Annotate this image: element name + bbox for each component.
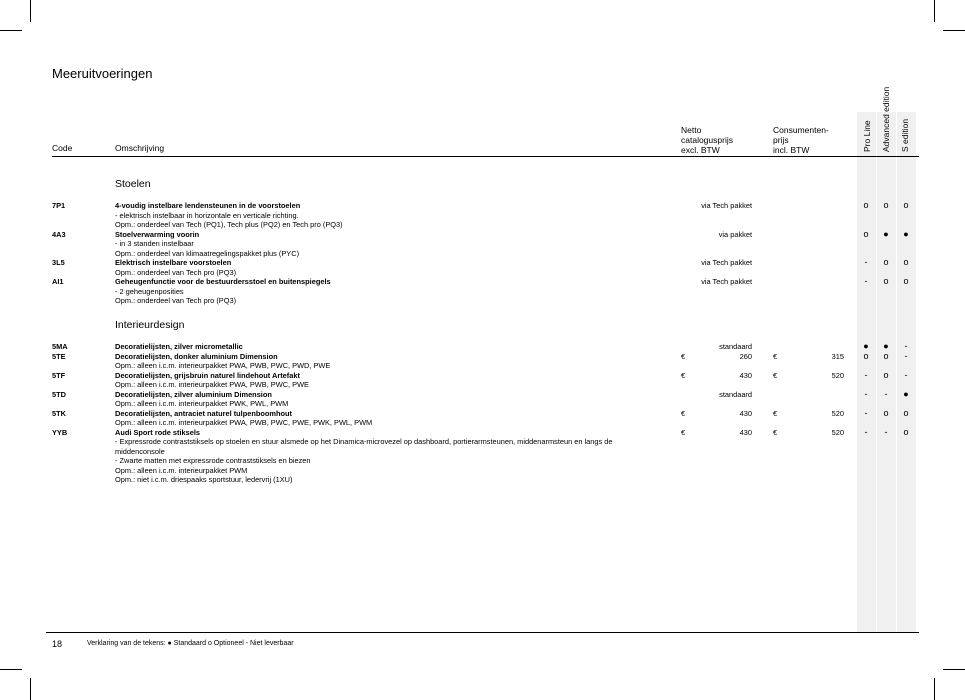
price-note: via Tech pakket <box>701 258 752 267</box>
option-code: 3L5 <box>52 258 65 267</box>
availability-mark: - <box>864 369 868 380</box>
option-code: YYB <box>52 427 68 437</box>
option-detail: Opm.: onderdeel van Tech pro (PQ3) <box>115 296 237 305</box>
availability-mark: o <box>903 407 909 418</box>
option-code: 5TD <box>52 389 66 399</box>
option-name: Decoratielijsten, zilver micrometallic <box>115 342 243 351</box>
crop-mark <box>943 669 965 670</box>
price-note: via Tech pakket <box>701 201 752 210</box>
price-consument: 520 <box>831 408 844 418</box>
option-detail: Opm.: alleen i.c.m. interieurpakket PWM <box>115 465 248 475</box>
euro-sign: € <box>681 370 686 380</box>
option-detail: Opm.: alleen i.c.m. interieurpakket PWA, PWB, PWC, PWE <box>115 380 309 389</box>
availability-mark: - <box>904 369 908 380</box>
availability-mark: - <box>904 350 908 361</box>
availability-mark: o <box>883 369 889 380</box>
price-note: via Tech pakket <box>701 277 752 286</box>
option-detail: Opm.: alleen i.c.m. interieurpakket PWK, PWL, PWM <box>115 399 289 408</box>
header-netto-line: excl. BTW <box>681 145 720 155</box>
availability-mark: - <box>904 341 908 351</box>
price-netto: 430 <box>739 370 752 380</box>
price-consument: 520 <box>831 370 844 380</box>
option-code: 5TK <box>52 408 66 418</box>
crop-mark <box>30 0 31 22</box>
availability-mark: - <box>864 426 868 437</box>
availability-mark: o <box>903 257 909 267</box>
section-title-stoelen: Stoelen <box>115 178 151 190</box>
availability-mark: o <box>903 200 909 210</box>
header-consumentenprijs <box>773 125 829 155</box>
euro-sign: € <box>681 408 686 418</box>
header-edition-advanced: Advanced edition <box>881 86 891 152</box>
euro-sign: € <box>773 370 778 380</box>
price-note: standaard <box>719 342 752 351</box>
availability-mark: o <box>883 257 889 267</box>
price-netto: 430 <box>739 408 752 418</box>
option-name: Audi Sport rode stiksels <box>115 427 201 437</box>
option-code: 5TF <box>52 370 66 380</box>
availability-mark: - <box>864 257 868 267</box>
price-note: standaard <box>719 389 752 399</box>
option-detail: - in 3 standen instelbaar <box>115 239 194 248</box>
option-detail: middenconsole <box>115 446 165 456</box>
availability-mark: - <box>884 426 888 437</box>
page-number: 18 <box>52 639 63 649</box>
option-code: AI1 <box>52 277 64 286</box>
option-name: Elektrisch instelbare voorstoelen <box>115 258 232 267</box>
option-detail: - 2 geheugenposities <box>115 286 184 296</box>
crop-mark <box>0 30 22 31</box>
option-code: 5MA <box>52 342 68 351</box>
crop-mark <box>30 678 31 700</box>
euro-sign: € <box>773 351 778 361</box>
option-detail: - elektrisch instelbaar in horizontale en verticale richting. <box>115 210 299 220</box>
crop-mark <box>934 678 935 700</box>
availability-mark: o <box>883 276 889 286</box>
option-detail: - Zwarte matten met expressrode contraststiksels en biezen <box>115 456 311 465</box>
option-name: 4-voudig instelbare lendensteunen in de voorstoelen <box>115 201 301 210</box>
availability-mark: o <box>863 228 869 239</box>
availability-mark: - <box>864 276 868 286</box>
availability-mark: - <box>884 388 888 399</box>
footer-rule <box>46 632 919 633</box>
option-detail: Opm.: alleen i.c.m. interieurpakket PWA, PWB, PWC, PWE, PWK, PWL, PWM <box>115 418 373 427</box>
euro-sign: € <box>773 408 778 418</box>
price-netto: 430 <box>739 427 752 437</box>
header-omschrijving: Omschrijving <box>115 143 165 153</box>
availability-mark: ● <box>863 341 869 351</box>
header-netto-line: catalogusprijs <box>681 135 733 145</box>
option-name: Decoratielijsten, antraciet naturel tulpenboomhout <box>115 408 292 418</box>
euro-sign: € <box>681 427 686 437</box>
header-netto-line: Netto <box>681 125 702 135</box>
header-netto <box>681 125 733 155</box>
availability-mark: o <box>863 200 869 210</box>
header-consumenten-line: Consumenten- <box>773 125 829 135</box>
option-detail: Opm.: onderdeel van klimaatregelingspakket plus (PYC) <box>115 248 300 258</box>
header-code: Code <box>52 143 73 153</box>
header-consumenten-line: incl. BTW <box>773 145 810 155</box>
option-name: Decoratielijsten, zilver aluminium Dimension <box>115 389 272 399</box>
section-title-interieurdesign: Interieurdesign <box>115 319 185 331</box>
euro-sign: € <box>681 351 686 361</box>
option-detail: Opm.: niet i.c.m. driespaaks sportstuur, ledervrij (1XU) <box>115 475 293 484</box>
availability-mark: ● <box>883 228 889 239</box>
price-consument: 315 <box>831 351 844 361</box>
availability-mark: o <box>883 200 889 210</box>
option-detail: - Expressrode contraststiksels op stoelen en stuur alsmede op het Dinamica-microvezel op dashboard, portierarmsteunen, middenarmsteun en langs de <box>115 437 613 446</box>
availability-mark: - <box>864 388 868 399</box>
option-name: Decoratielijsten, donker aluminium Dimension <box>115 351 278 361</box>
option-code: 4A3 <box>52 229 66 239</box>
header-edition-pro-line: Pro Line <box>862 120 872 152</box>
option-code: 5TE <box>52 351 66 361</box>
availability-mark: o <box>883 350 889 361</box>
option-name: Stoelverwarming voorin <box>115 229 200 239</box>
option-code: 7P1 <box>52 201 66 210</box>
availability-mark: ● <box>883 341 889 351</box>
option-name: Decoratielijsten, grijsbruin naturel lindehout Artefakt <box>115 370 300 380</box>
option-detail: Opm.: onderdeel van Tech (PQ1), Tech plus (PQ2) en Tech pro (PQ3) <box>115 220 343 229</box>
header-edition-s: S edition <box>900 118 910 152</box>
crop-mark <box>0 669 22 670</box>
availability-mark: - <box>864 407 868 418</box>
option-name: Geheugenfunctie voor de bestuurdersstoel en buitenspiegels <box>115 277 331 286</box>
availability-mark: o <box>863 350 869 361</box>
option-detail: Opm.: onderdeel van Tech pro (PQ3) <box>115 267 237 277</box>
price-netto: 260 <box>739 351 752 361</box>
crop-mark <box>943 30 965 31</box>
option-detail: Opm.: alleen i.c.m. interieurpakket PWA, PWB, PWC, PWD, PWE <box>115 361 331 370</box>
header-consumenten-line: prijs <box>773 135 789 145</box>
page-title: Meeruitvoeringen <box>52 66 153 81</box>
price-consument: 520 <box>831 427 844 437</box>
availability-mark: ● <box>903 388 909 399</box>
euro-sign: € <box>773 427 778 437</box>
availability-mark: o <box>903 276 909 286</box>
price-note: via pakket <box>718 229 752 239</box>
availability-mark: o <box>903 426 909 437</box>
availability-mark: o <box>883 407 889 418</box>
header-rule <box>52 156 919 157</box>
availability-mark: ● <box>903 228 909 239</box>
crop-mark <box>934 0 935 22</box>
footer-legend: Verklaring van de tekens: ● Standaard o Optioneel - Niet leverbaar <box>87 640 294 647</box>
